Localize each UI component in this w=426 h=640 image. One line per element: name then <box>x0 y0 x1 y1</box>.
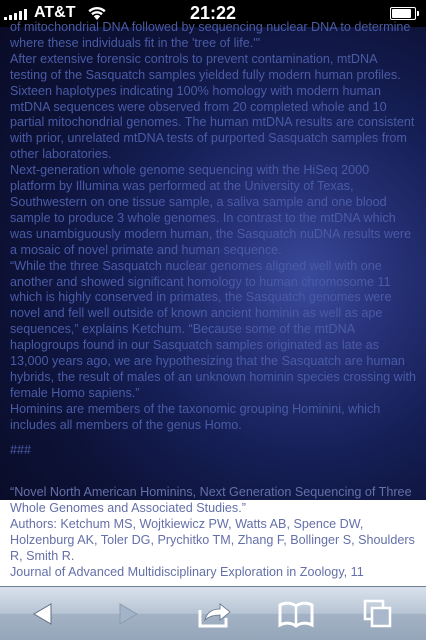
reference-authors: Authors: Ketchum MS, Wojtkiewicz PW, Watts AB, Spence DW, Holzenburg AK, Toler DG, Prychitko TM, Zhang F, Bollinger S, Shoulders R, Smith R. <box>10 516 415 563</box>
reference-journal: Journal of Advanced Multidisciplinary Exploration in Zoology, 11 <box>10 564 364 579</box>
forward-button[interactable] <box>98 587 158 640</box>
web-content[interactable] <box>0 20 426 586</box>
article-paragraph: “While the three Sasquatch nuclear genomes aligned well with one another and showed significant homology to human chromosome 11 which is highly conserved in primates, the Sasquatch genomes were novel and fell well outside of known ancient hominin as well as ape sequences,” explains Ketchum. “Because some of the mtDNA haplogroups found in our Sasquatch samples originated as late as 13,000 years ago, we are hypothesizing that the Sasquatch are human hybrids, the result of males of an unknown hominin species crossing with female Homo sapiens.” <box>10 258 417 400</box>
article-paragraph: Next-generation whole genome sequencing with the HiSeq 2000 platform by Illumina was performed at the University of Texas, Southwestern on one tissue sample, a saliva sample and one blood sample to produce 3 whole genomes. In contrast to the mtDNA which was unambiguously modern human, the Sasquatch nuDNA results were a mosaic of novel primate and human sequence. <box>10 163 412 257</box>
article-paragraph: of mitochondrial DNA followed by sequencing nuclear DNA to determine where these individuals fit in the 'tree of life.'" <box>10 20 411 50</box>
article-body <box>0 20 426 458</box>
tabs-pages-icon <box>363 599 393 629</box>
battery-level <box>392 9 411 18</box>
section-separator: ### <box>10 442 32 457</box>
carrier-name: AT&T <box>34 4 76 21</box>
article-paragraph: Hominins are members of the taxonomic grouping Hominini, which includes all members of the genus Homo. <box>10 401 381 432</box>
status-time: 21:22 <box>189 3 237 23</box>
back-arrow-icon <box>31 602 55 626</box>
bookmarks-book-icon <box>278 601 314 627</box>
bookmarks-button[interactable] <box>266 587 326 640</box>
article-paragraph: After extensive forensic controls to prevent contamination, mtDNA testing of the Sasquatch samples yielded fully modern human profiles. Sixteen haplotypes indicating 100% homology with modern human mtDNA sequences were observed from 20 completed whole and 10 partial mitochondrial genomes. The human mtDNA results are consistent with prior, unrelated mtDNA tests of purported Sasquatch samples from other laboratories. <box>10 51 415 162</box>
share-icon <box>197 600 233 628</box>
back-button[interactable] <box>13 587 73 640</box>
tabs-button[interactable] <box>348 587 408 640</box>
reference-title: “Novel North American Hominins, Next Generation Sequencing of Three Whole Genomes and Associated Studies.” <box>10 485 412 515</box>
reference-block <box>0 485 426 586</box>
battery-icon <box>390 7 416 20</box>
forward-arrow-icon <box>116 602 140 626</box>
share-button[interactable] <box>185 587 245 640</box>
browser-toolbar <box>0 586 426 640</box>
